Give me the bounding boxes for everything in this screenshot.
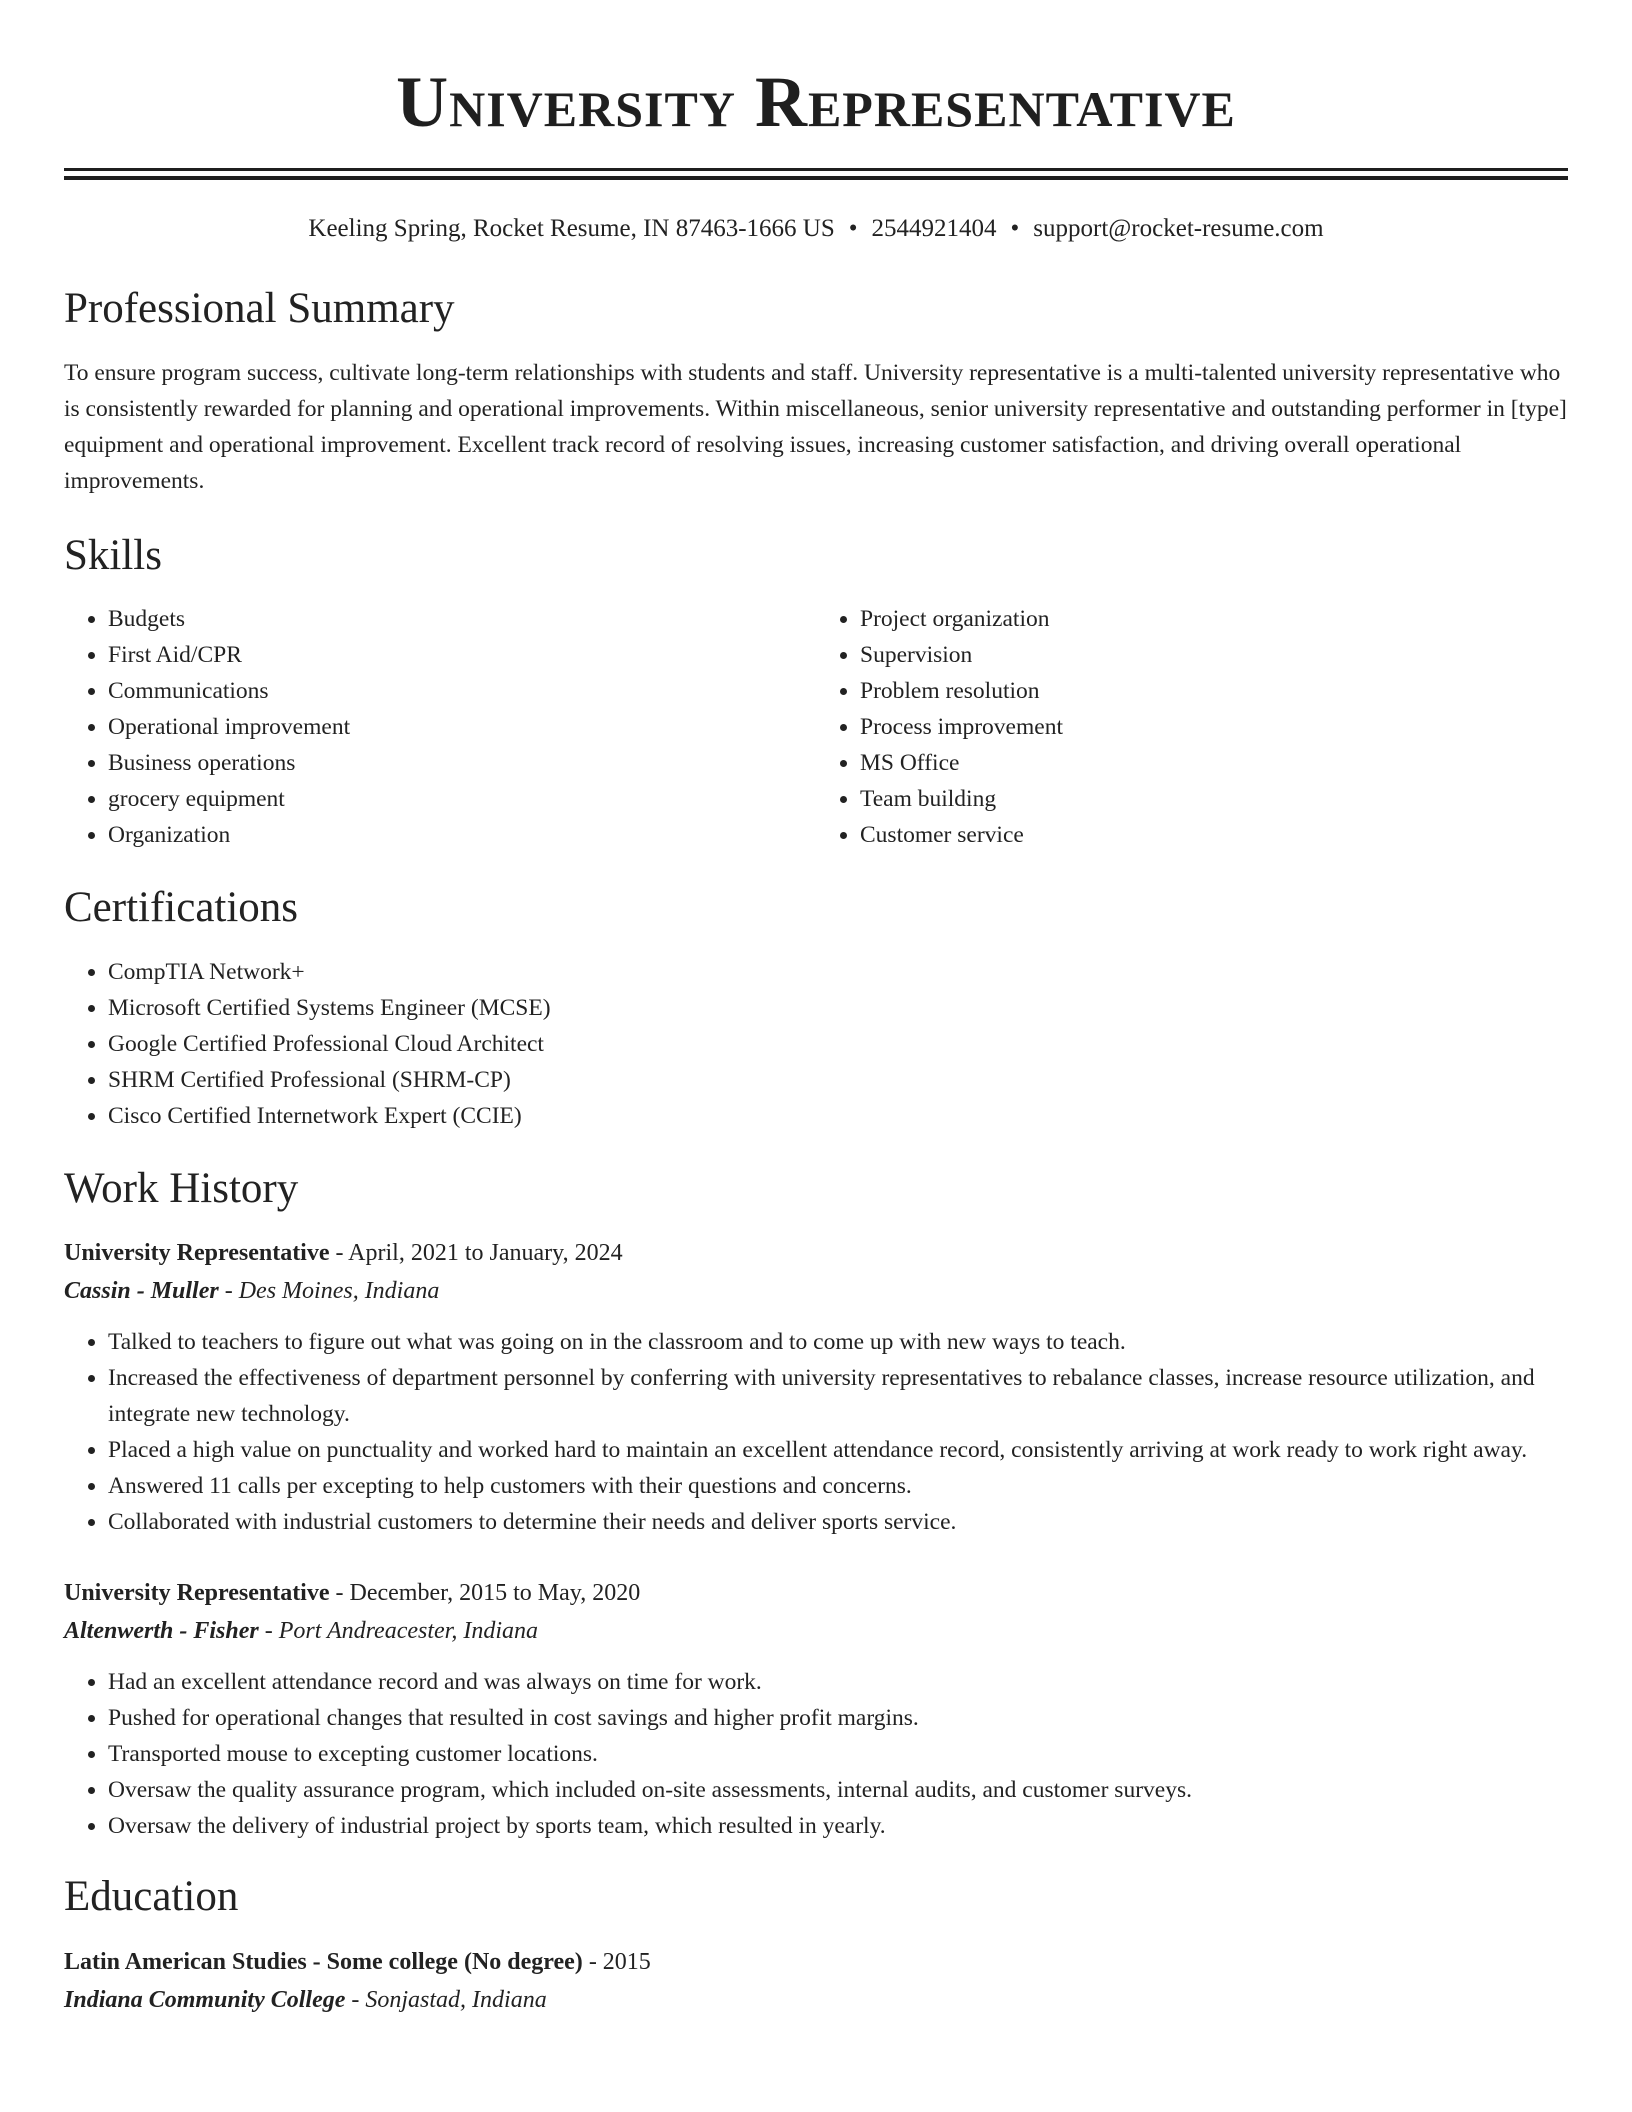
skill-item: • Business operations [108, 745, 816, 781]
skill-item: • grocery equipment [108, 781, 816, 817]
job-company-line [64, 1612, 1568, 1650]
certification-item: • SHRM Certified Professional (SHRM-CP) [108, 1062, 1568, 1098]
education-entry [64, 1943, 1568, 2019]
contact-separator: • [848, 215, 858, 242]
skills-list-right [816, 601, 1568, 853]
skill-item: • Project organization [860, 601, 1568, 637]
certifications-list [64, 954, 1568, 1134]
title-divider [64, 168, 1568, 180]
skill-item: • Customer service [860, 817, 1568, 853]
job-duty: • Placed a high value on punctuality and worked hard to maintain an excellent attendance record, consistently arriving at work ready to work right away. [108, 1432, 1568, 1468]
skill-item: • Supervision [860, 637, 1568, 673]
contact-email: support@rocket-resume.com [1033, 215, 1324, 242]
contact-separator: • [1010, 215, 1020, 242]
job-title-line [64, 1234, 1568, 1272]
job-location: - Port Andreacester, Indiana [258, 1617, 539, 1644]
certification-item: • Microsoft Certified Systems Engineer (MCSE) [108, 990, 1568, 1026]
skill-item: • MS Office [860, 745, 1568, 781]
skill-item: • Budgets [108, 601, 816, 637]
education-heading: Education [64, 1872, 239, 1920]
skill-item: • Process improvement [860, 709, 1568, 745]
job-title: University Representative [64, 1579, 330, 1606]
job-duty: • Collaborated with industrial customers to determine their needs and deliver sports service. [108, 1504, 1568, 1540]
job-dates: - April, 2021 to January, 2024 [329, 1239, 623, 1266]
skill-item: • Team building [860, 781, 1568, 817]
job-location: - Des Moines, Indiana [218, 1277, 440, 1304]
job-duty: • Talked to teachers to figure out what was going on in the classroom and to come up with new ways to teach. [108, 1324, 1568, 1360]
skills-list-left [64, 601, 816, 853]
job-title-line [64, 1574, 1568, 1612]
degree: Latin American Studies - Some college (No degree) [64, 1949, 583, 1976]
certification-item: • Google Certified Professional Cloud Architect [108, 1026, 1568, 1062]
certification-item: • Cisco Certified Internetwork Expert (CCIE) [108, 1098, 1568, 1134]
skill-item: • Operational improvement [108, 709, 816, 745]
contact-address: Keeling Spring, Rocket Resume, IN 87463-1666 US [308, 215, 835, 242]
job-duties-list [64, 1664, 1568, 1844]
job-company: Cassin - Muller [64, 1277, 219, 1304]
job-duty: • Transported mouse to excepting customer locations. [108, 1736, 1568, 1772]
summary-text: To ensure program success, cultivate long-term relationships with students and staff. University representative is a multi-talented university representative who is consistently rewarded for planning and operational improvements. Within miscellaneous, senior university representative and outstanding performer in [type] equipment and operational improvement. Excellent track record of resolving issues, increasing customer satisfaction, and driving overall operational improvements. [64, 360, 1567, 495]
skills-grid [64, 601, 1568, 853]
job-company-line [64, 1272, 1568, 1310]
school-name: Indiana Community College [64, 1987, 346, 2014]
school-line [64, 1981, 1568, 2019]
job-duty: • Increased the effectiveness of department personnel by conferring with university representatives to rebalance classes, increase resource utilization, and integrate new technology. [108, 1360, 1568, 1432]
school-location: - Sonjastad, Indiana [345, 1987, 547, 2014]
certifications-heading: Certifications [64, 883, 299, 931]
job-duty: • Oversaw the delivery of industrial project by sports team, which resulted in yearly. [108, 1808, 1568, 1844]
skill-item: • Problem resolution [860, 673, 1568, 709]
job-company: Altenwerth - Fisher [64, 1617, 259, 1644]
job-title: University Representative [64, 1239, 330, 1266]
resume-title: University Representative [396, 62, 1236, 142]
contact-phone: 2544921404 [871, 215, 997, 242]
skill-item: • First Aid/CPR [108, 637, 816, 673]
certification-item: • CompTIA Network+ [108, 954, 1568, 990]
work-history-heading: Work History [64, 1165, 299, 1213]
job-entry [64, 1574, 1568, 1844]
skill-item: • Communications [108, 673, 816, 709]
job-duty: • Had an excellent attendance record and was always on time for work. [108, 1664, 1568, 1700]
job-duty: • Oversaw the quality assurance program, which included on-site assessments, internal audits, and customer surveys. [108, 1772, 1568, 1808]
skills-heading: Skills [64, 532, 162, 580]
contact-line [64, 214, 1568, 244]
job-dates: - December, 2015 to May, 2020 [329, 1579, 641, 1606]
skill-item: • Organization [108, 817, 816, 853]
job-entry [64, 1234, 1568, 1540]
degree-line [64, 1943, 1568, 1981]
job-duties-list [64, 1324, 1568, 1540]
degree-year: - 2015 [582, 1949, 651, 1976]
summary-heading: Professional Summary [64, 285, 455, 332]
job-duty: • Answered 11 calls per excepting to help customers with their questions and concerns. [108, 1468, 1568, 1504]
job-duty: • Pushed for operational changes that resulted in cost savings and higher profit margins. [108, 1700, 1568, 1736]
